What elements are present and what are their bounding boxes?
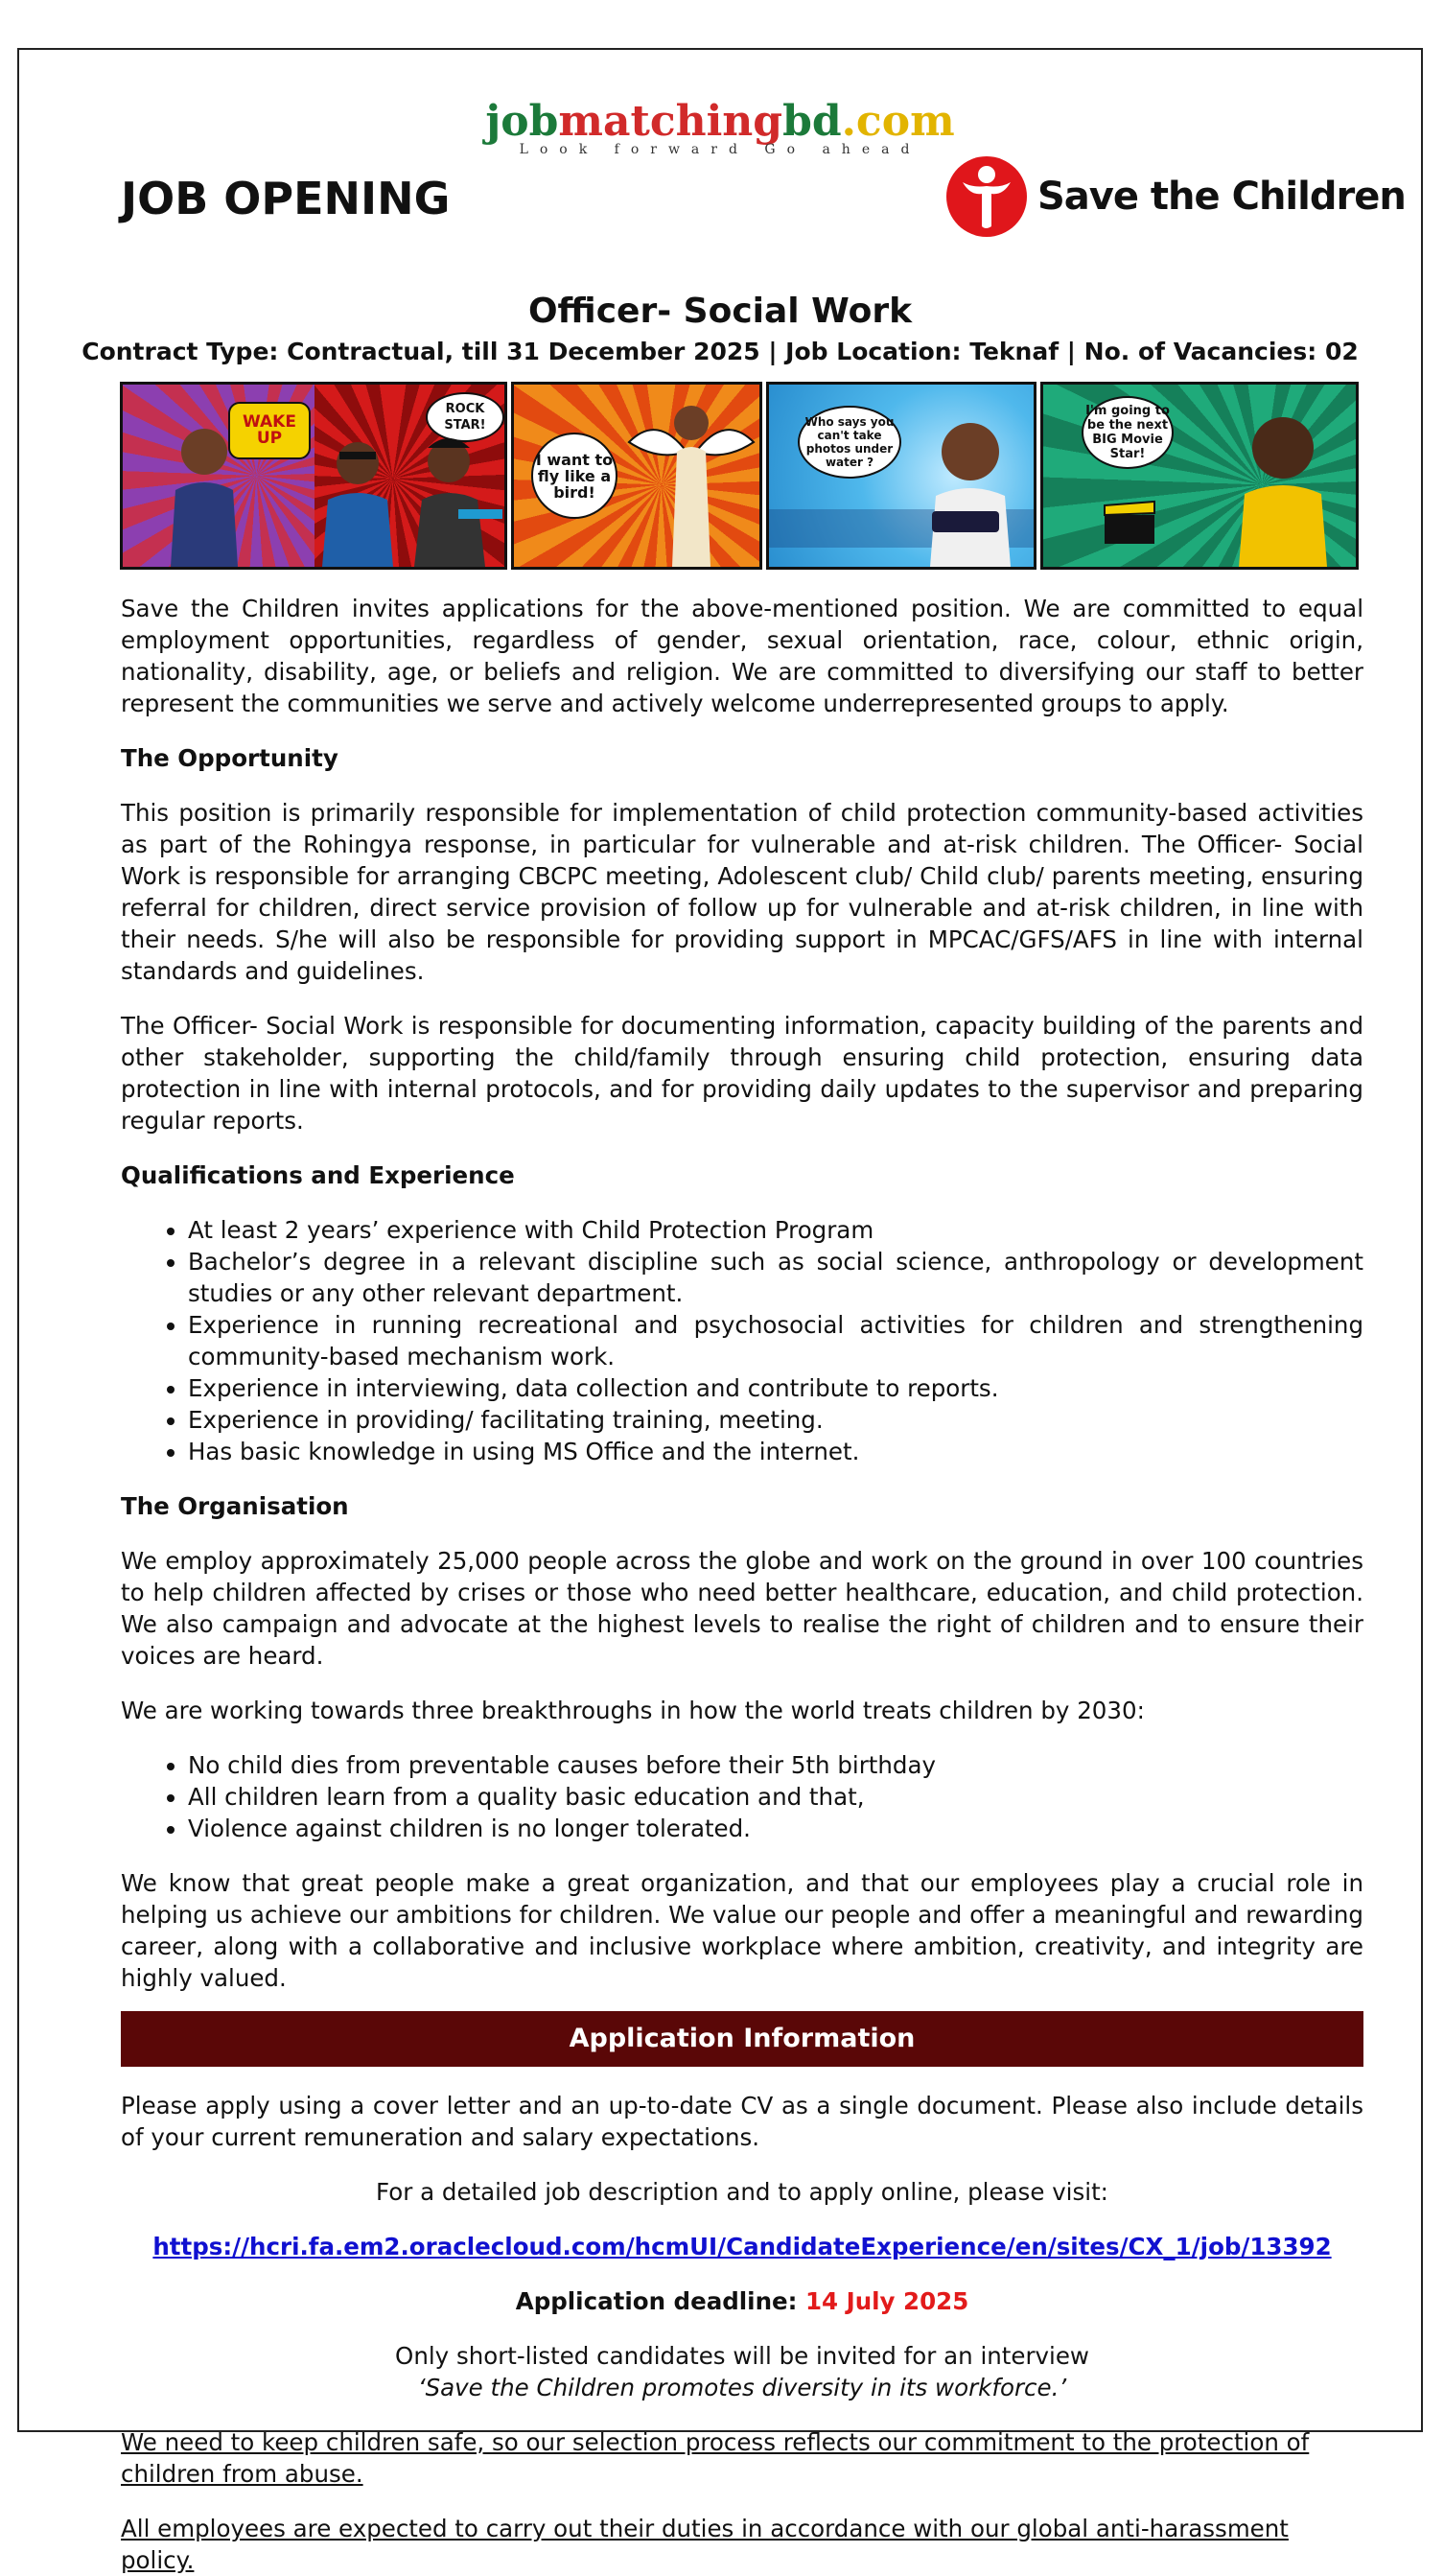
job-advert-page	[17, 48, 1423, 2574]
organisation-heading: The Organisation	[121, 1492, 349, 1520]
intro-paragraph: Save the Children invites applications for the above-mentioned position. We are committed to equal employment opportunities, regardless of gender, sexual orientation, race, colour, ethnic origin, nationality, disability, age, or beliefs and religion. We are committed to diversifying our staff to better represent the communities we serve and actively welcome underrepresented groups to apply.	[121, 595, 1363, 717]
speech-bubble-text: ROCK STAR!	[444, 402, 486, 433]
list-item: • No child dies from preventable causes before their 5th birthday	[188, 1749, 1363, 1781]
list-item: • At least 2 years’ experience with Child Protection Program	[188, 1214, 1363, 1246]
qualifications-list	[121, 1214, 1363, 1467]
clapperboard-icon	[1101, 500, 1158, 548]
deadline-date: 14 July 2025	[804, 2287, 969, 2315]
application-paragraph: Please apply using a cover letter and an up-to-date CV as a single document. Please also include details of your current remuneration and salary expectations.	[121, 2092, 1363, 2151]
apply-online-link[interactable]: https://hcri.fa.em2.oraclecloud.com/hcmUI/CandidateExperience/en/sites/CX_1/job/13392	[152, 2233, 1332, 2260]
breakthroughs-list	[121, 1749, 1363, 1844]
list-item: • Bachelor’s degree in a relevant discipline such as social science, anthropology or development studies or any other relevant department.	[188, 1246, 1363, 1309]
site-logo-part: .com	[841, 97, 955, 146]
list-item: • Experience in providing/ facilitating training, meeting.	[188, 1404, 1363, 1436]
speech-bubble-text: WAKE UP	[243, 412, 296, 448]
site-logo-text	[19, 97, 1421, 146]
job-title: Officer- Social Work	[527, 292, 913, 331]
shortlist-note: Only short-listed candidates will be invited for an interview	[395, 2342, 1089, 2370]
list-item: • All children learn from a quality basic education and that,	[188, 1781, 1363, 1813]
application-deadline	[121, 2285, 1363, 2317]
child-figure-icon	[401, 423, 506, 567]
site-logo-part: matching	[558, 97, 783, 146]
diversity-statement: ‘Save the Children promotes diversity in its workforce.’	[417, 2374, 1067, 2401]
speech-bubble-text: I want to fly like a bird!	[535, 450, 614, 502]
children-banner	[120, 382, 1362, 570]
list-item: • Experience in interviewing, data collection and contribute to reports.	[188, 1372, 1363, 1404]
organisation-paragraph: We know that great people make a great organization, and that our employees play a crucial role in helping us achieve our ambitions for children. We value our people and offer a meaningful and rewarding career, along with a collaborative and inclusive workplace where ambition, creativity, and integrity are highly valued.	[121, 1869, 1363, 1992]
banner-panel	[766, 382, 1036, 570]
application-information-banner: Application Information	[121, 2011, 1363, 2067]
speech-bubble-text: Who says you can't take photos under water ?	[804, 415, 895, 469]
speech-bubble	[798, 406, 901, 479]
save-the-children-emblem-icon	[943, 153, 1030, 240]
speech-bubble-text: I'm going to be the next BIG Movie Star!	[1085, 404, 1170, 461]
anti-harassment-statement: All employees are expected to carry out their duties in accordance with our global anti-harassment policy.	[121, 2515, 1289, 2574]
child-with-wings-icon	[619, 385, 762, 567]
list-item: • Has basic knowledge in using MS Office and the internet.	[188, 1436, 1363, 1467]
child-with-camera-icon	[903, 404, 1028, 567]
job-meta: Contract Type: Contractual, till 31 December 2025 | Job Location: Teknaf | No. of Vacancies: 02	[82, 338, 1359, 365]
opportunity-heading: The Opportunity	[121, 744, 338, 772]
speech-bubble	[1082, 396, 1174, 469]
banner-panel	[120, 382, 507, 570]
banner-panel	[1040, 382, 1359, 570]
organisation-paragraph: We are working towards three breakthroughs in how the world treats children by 2030:	[121, 1697, 1145, 1724]
apply-link-wrapper	[121, 2231, 1363, 2262]
deadline-label: Application deadline:	[515, 2287, 805, 2315]
list-item: • Violence against children is no longer tolerated.	[188, 1813, 1363, 1844]
safeguarding-statement: We need to keep children safe, so our selection process reflects our commitment to the protection of children from abuse.	[121, 2428, 1310, 2488]
advert-body	[121, 593, 1363, 2576]
site-logo-part: job	[485, 97, 559, 146]
opportunity-paragraph: This position is primarily responsible for implementation of child protection community-based activities as part of the Rohingya response, in particular for vulnerable and at-risk children. The Officer- Social Work is responsible for arranging CBCPC meeting, Adolescent club/ Child club/ parents meeting, ensuring referral for children, direct service provision of follow up for vulnerable and at-risk children, in line with their needs. S/he will also be responsible for providing support in MPCAC/GFS/AFS in line with internal standards and guidelines.	[121, 799, 1363, 985]
organisation-paragraph: We employ approximately 25,000 people across the globe and work on the ground in over 100 countries to help children affected by crises or those who need better healthcare, education, and child protection. We also campaign and advocate at the highest levels to realise the right of children and to ensure their voices are heard.	[121, 1547, 1363, 1670]
child-figure-icon	[305, 423, 410, 567]
child-figure-icon	[151, 413, 257, 567]
save-the-children-logo	[943, 153, 1406, 240]
site-tagline: Look forward Go ahead	[519, 142, 921, 157]
save-the-children-logo-text: Save the Children	[1037, 175, 1406, 219]
apply-online-text: For a detailed job description and to apply online, please visit:	[376, 2178, 1108, 2206]
banner-panel	[511, 382, 762, 570]
speech-bubble	[531, 433, 617, 519]
qualifications-heading: Qualifications and Experience	[121, 1161, 515, 1189]
list-item: • Experience in running recreational and psychosocial activities for children and strengthening community-based mechanism work.	[188, 1309, 1363, 1372]
site-logo	[19, 97, 1421, 157]
job-opening-heading: JOB OPENING	[121, 173, 451, 224]
opportunity-paragraph: The Officer- Social Work is responsible for documenting information, capacity building of the parents and other stakeholder, supporting the child/family through ensuring child protection, ensuring data protection in line with internal protocols, and for providing daily updates to the supervisor and preparing regular reports.	[121, 1012, 1363, 1135]
child-figure-icon	[1216, 394, 1350, 567]
site-logo-part: bd	[782, 97, 842, 146]
